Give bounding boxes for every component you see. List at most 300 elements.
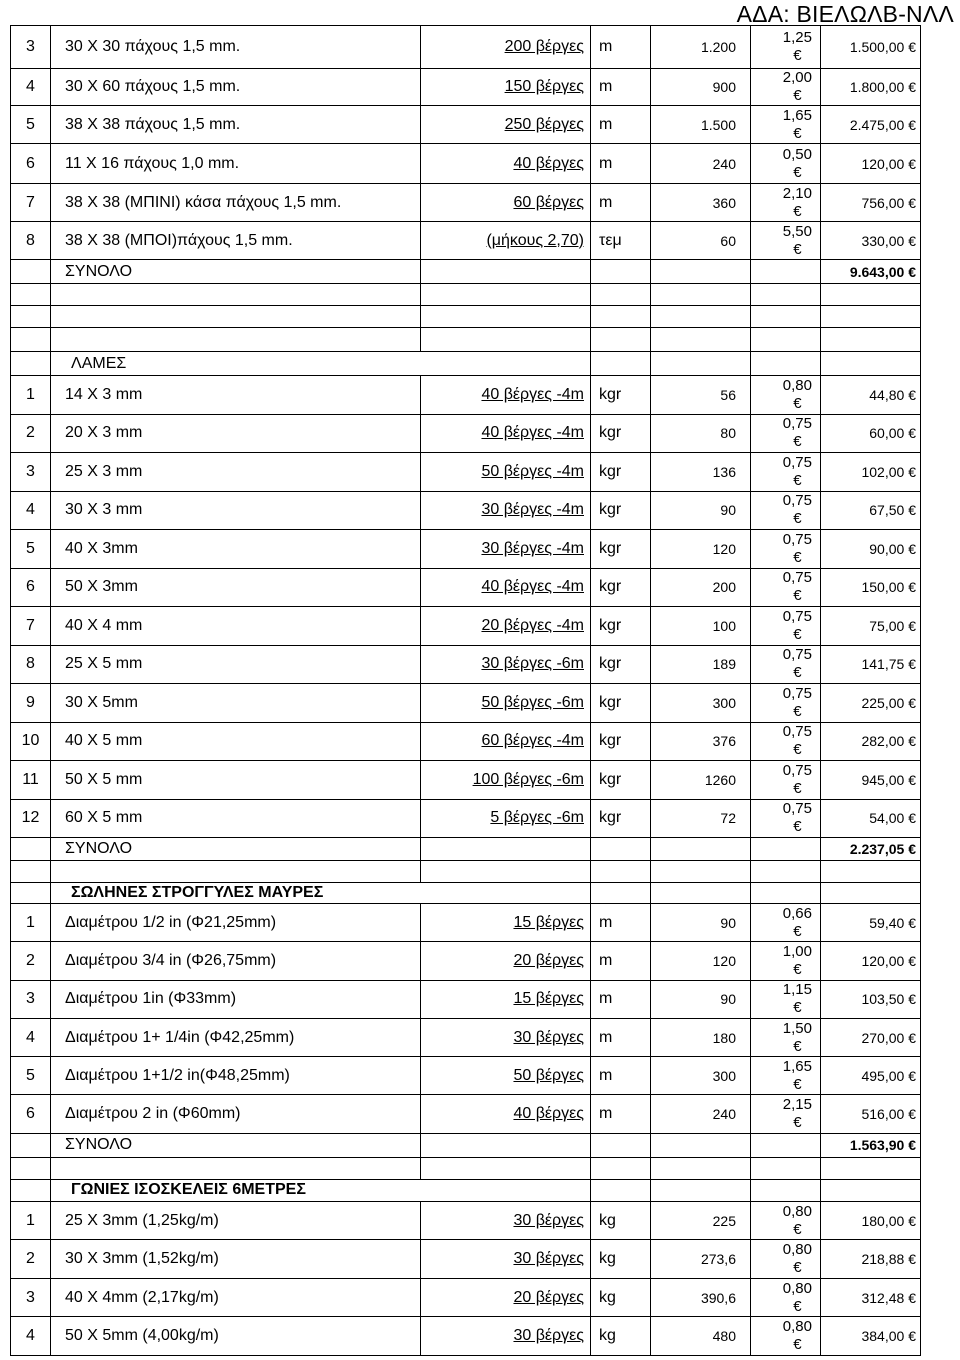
item-quantity: 30 βέργες -4m (421, 491, 591, 530)
item-description: 38 Χ 38 (ΜΠΟΙ)πάχους 1,5 mm. (51, 222, 421, 260)
item-unit: kgr (591, 568, 651, 607)
item-unit: m (591, 69, 651, 106)
euro-symbol: € (793, 87, 802, 104)
euro-symbol: € (793, 664, 802, 682)
item-total (821, 1240, 921, 1279)
blank-cell (591, 838, 651, 861)
item-description: 20 Χ 3 mm (51, 414, 421, 453)
item-amount: 90 (651, 904, 751, 942)
item-total (821, 980, 921, 1018)
item-total-value: 75,00 (869, 617, 905, 634)
euro-symbol: € (908, 810, 916, 827)
unit-price-value: 0,80 (782, 1279, 812, 1297)
euro-symbol: € (793, 124, 802, 142)
blank-cell (591, 1157, 651, 1179)
item-total-value: 141,75 (861, 656, 905, 673)
blank-row (11, 328, 921, 352)
item-description: 30 Χ 60 πάχους 1,5 mm. (51, 69, 421, 106)
item-quantity: 60 βέργες (421, 184, 591, 222)
item-amount: 56 (651, 376, 751, 415)
item-unit: kg (591, 1201, 651, 1240)
item-unit: m (591, 26, 651, 69)
item-row (11, 184, 921, 222)
item-unit-price (751, 1018, 821, 1056)
item-unit: kgr (591, 530, 651, 569)
item-row (11, 1240, 921, 1279)
item-unit: m (591, 184, 651, 222)
item-total-value: 330,00 (861, 232, 905, 249)
item-number: 3 (11, 453, 51, 492)
blank-cell (751, 352, 821, 376)
item-total-value: 120,00 (861, 952, 905, 969)
item-row (11, 722, 921, 761)
item-total-value: 495,00 (861, 1067, 905, 1084)
euro-symbol: € (793, 1075, 802, 1093)
item-total-value: 44,80 (869, 386, 905, 403)
item-unit-price (751, 414, 821, 453)
item-total-value: 516,00 (861, 1106, 905, 1123)
blank-cell (11, 328, 51, 352)
item-quantity: 40 βέργες -4m (421, 376, 591, 415)
euro-symbol: € (793, 1336, 802, 1354)
item-unit: kgr (591, 607, 651, 646)
euro-symbol: € (908, 155, 916, 172)
blank-cell (11, 861, 51, 883)
item-row (11, 980, 921, 1018)
euro-symbol: € (908, 1328, 916, 1345)
item-total (821, 69, 921, 106)
item-unit: kgr (591, 491, 651, 530)
item-total-value: 90,00 (869, 540, 905, 557)
blank-cell (751, 1133, 821, 1157)
item-unit: m (591, 106, 651, 144)
item-quantity: 60 βέργες -4m (421, 722, 591, 761)
blank-cell (651, 883, 751, 904)
item-amount: 240 (651, 1095, 751, 1133)
blank-cell (421, 861, 591, 883)
item-unit: m (591, 1095, 651, 1133)
item-row (11, 1201, 921, 1240)
item-total-value: 67,50 (869, 502, 905, 519)
item-amount: 1.200 (651, 26, 751, 69)
item-amount: 80 (651, 414, 751, 453)
euro-symbol: € (908, 1029, 916, 1046)
euro-symbol: € (793, 471, 802, 489)
item-total (821, 799, 921, 838)
unit-price-wrap (783, 107, 812, 143)
unit-price-wrap (783, 762, 812, 798)
item-row (11, 1057, 921, 1095)
item-amount: 136 (651, 453, 751, 492)
item-total (821, 1095, 921, 1133)
euro-symbol: € (908, 656, 916, 673)
item-unit: m (591, 980, 651, 1018)
item-unit-price (751, 1278, 821, 1317)
unit-price-value: 2,10 (782, 184, 812, 202)
item-description: 30 Χ 3 mm (51, 491, 421, 530)
blank-cell (651, 1133, 751, 1157)
item-number: 3 (11, 26, 51, 69)
item-total-value: 102,00 (861, 463, 905, 480)
item-quantity: 100 βέργες -6m (421, 761, 591, 800)
unit-price-wrap (783, 377, 812, 413)
blank-cell (421, 260, 591, 284)
item-description: 50 Χ 5mm (4,00kg/m) (51, 1317, 421, 1356)
unit-price-wrap (783, 608, 812, 644)
unit-price-wrap (783, 1241, 812, 1277)
blank-cell (11, 1157, 51, 1179)
item-row (11, 414, 921, 453)
blank-cell (591, 1133, 651, 1157)
euro-symbol: € (908, 1137, 916, 1154)
unit-price-wrap (783, 415, 812, 451)
euro-symbol: € (908, 540, 916, 557)
item-unit-price (751, 491, 821, 530)
item-quantity: 15 βέργες (421, 904, 591, 942)
item-total (821, 904, 921, 942)
unit-price-value: 0,75 (782, 761, 812, 779)
item-description: 60 Χ 5 mm (51, 799, 421, 838)
item-amount: 200 (651, 568, 751, 607)
item-description: 38 Χ 38 (ΜΠΙΝΙ) κάσα πάχους 1,5 mm. (51, 184, 421, 222)
item-total (821, 1317, 921, 1356)
unit-price-value: 0,66 (782, 904, 812, 922)
euro-symbol: € (793, 702, 802, 720)
item-row (11, 144, 921, 184)
item-row (11, 761, 921, 800)
unit-price-value: 0,75 (782, 607, 812, 625)
blank-cell (11, 352, 51, 376)
euro-symbol: € (908, 1289, 916, 1306)
item-number: 6 (11, 144, 51, 184)
sum-total-value: 1.563,90 (849, 1137, 905, 1154)
blank-cell (751, 260, 821, 284)
sum-total-value: 2.237,05 (849, 841, 905, 857)
sum-total-value: 9.643,00 (849, 263, 905, 280)
item-number: 1 (11, 904, 51, 942)
unit-price-wrap (783, 492, 812, 528)
blank-cell (421, 284, 591, 306)
sum-label: ΣΥΝΟΛΟ (51, 1133, 421, 1157)
blank-row (11, 284, 921, 306)
sum-row (11, 1133, 921, 1157)
euro-symbol: € (908, 1106, 916, 1123)
item-unit-price (751, 904, 821, 942)
euro-symbol: € (908, 39, 916, 55)
blank-cell (11, 1133, 51, 1157)
item-amount: 300 (651, 684, 751, 723)
item-quantity: 30 βέργες (421, 1240, 591, 1279)
blank-cell (751, 838, 821, 861)
item-unit: m (591, 942, 651, 980)
unit-price-wrap (783, 723, 812, 759)
blank-cell (821, 861, 921, 883)
blank-cell (751, 861, 821, 883)
euro-symbol: € (793, 510, 802, 528)
item-quantity: 30 βέργες (421, 1201, 591, 1240)
ada-header: ΑΔΑ: ΒΙΕΛΩΛΒ-ΝΛΛ (736, 1, 954, 27)
item-quantity: 15 βέργες (421, 980, 591, 1018)
item-description: 40 Χ 4mm (2,17kg/m) (51, 1278, 421, 1317)
item-total-value: 120,00 (861, 155, 905, 172)
item-quantity: 30 βέργες (421, 1317, 591, 1356)
item-total (821, 761, 921, 800)
euro-symbol: € (793, 1220, 802, 1238)
item-unit: τεμ (591, 222, 651, 260)
blank-cell (751, 1157, 821, 1179)
unit-price-value: 0,80 (782, 1241, 812, 1259)
sum-row (11, 838, 921, 861)
section-title-row (11, 352, 921, 376)
euro-symbol: € (908, 733, 916, 750)
euro-symbol: € (908, 463, 916, 480)
blank-cell (651, 284, 751, 306)
item-amount: 1.500 (651, 106, 751, 144)
unit-price-wrap (783, 69, 812, 105)
item-unit: kgr (591, 761, 651, 800)
item-row (11, 26, 921, 69)
item-unit-price (751, 69, 821, 106)
euro-symbol: € (793, 47, 802, 64)
blank-cell (11, 260, 51, 284)
item-unit: kgr (591, 453, 651, 492)
item-total-value: 59,40 (869, 914, 905, 931)
unit-price-wrap (783, 1058, 812, 1094)
item-quantity: 40 βέργες -4m (421, 414, 591, 453)
item-amount: 390,6 (651, 1278, 751, 1317)
item-unit-price (751, 684, 821, 723)
unit-price-wrap (783, 981, 812, 1017)
item-total (821, 1018, 921, 1056)
item-number: 10 (11, 722, 51, 761)
euro-symbol: € (793, 394, 802, 412)
blank-cell (591, 1179, 651, 1201)
item-row (11, 645, 921, 684)
blank-cell (421, 838, 591, 861)
item-description: 50 Χ 5 mm (51, 761, 421, 800)
euro-symbol: € (908, 116, 916, 133)
item-amount: 189 (651, 645, 751, 684)
euro-symbol: € (793, 741, 802, 759)
item-unit: kgr (591, 376, 651, 415)
euro-symbol: € (793, 818, 802, 836)
euro-symbol: € (793, 779, 802, 797)
item-description: Διαμέτρου 1+1/2 in(Φ48,25mm) (51, 1057, 421, 1095)
item-unit-price (751, 1240, 821, 1279)
item-total-value: 1.800,00 (849, 79, 905, 95)
unit-price-wrap (783, 1096, 812, 1132)
item-quantity: 20 βέργες (421, 942, 591, 980)
blank-cell (751, 328, 821, 352)
item-row (11, 106, 921, 144)
item-total (821, 722, 921, 761)
item-description: 25 Χ 5 mm (51, 645, 421, 684)
item-row (11, 568, 921, 607)
item-total-value: 384,00 (861, 1328, 905, 1345)
unit-price-value: 2,00 (782, 69, 812, 86)
item-total (821, 222, 921, 260)
item-row (11, 1018, 921, 1056)
item-total-value: 270,00 (861, 1029, 905, 1046)
blank-cell (651, 1179, 751, 1201)
unit-price-value: 0,80 (782, 1318, 812, 1336)
blank-cell (421, 1133, 591, 1157)
item-unit: kgr (591, 722, 651, 761)
euro-symbol: € (908, 841, 916, 857)
blank-cell (651, 260, 751, 284)
item-amount: 900 (651, 69, 751, 106)
item-total (821, 26, 921, 69)
item-quantity: 30 βέργες -6m (421, 645, 591, 684)
blank-cell (751, 306, 821, 328)
item-amount: 90 (651, 491, 751, 530)
unit-price-value: 0,75 (782, 723, 812, 741)
blank-cell (751, 1179, 821, 1201)
euro-symbol: € (908, 1251, 916, 1268)
unit-price-value: 1,65 (782, 1057, 812, 1075)
blank-cell (821, 1179, 921, 1201)
unit-price-wrap (783, 569, 812, 605)
item-total (821, 645, 921, 684)
euro-symbol: € (793, 587, 802, 605)
item-amount: 120 (651, 942, 751, 980)
euro-symbol: € (908, 952, 916, 969)
item-total (821, 607, 921, 646)
item-description: Διαμέτρου 1in (Φ33mm) (51, 980, 421, 1018)
euro-symbol: € (793, 1114, 802, 1132)
unit-price-value: 2,15 (782, 1096, 812, 1114)
euro-symbol: € (793, 1259, 802, 1277)
euro-symbol: € (908, 194, 916, 211)
item-quantity: 150 βέργες (421, 69, 591, 106)
item-unit-price (751, 1057, 821, 1095)
item-number: 5 (11, 1057, 51, 1095)
item-number: 7 (11, 607, 51, 646)
unit-price-wrap (783, 223, 812, 259)
blank-cell (821, 883, 921, 904)
item-total (821, 453, 921, 492)
item-unit-price (751, 530, 821, 569)
unit-price-value: 1,50 (782, 1019, 812, 1037)
section-title-row (11, 883, 921, 904)
unit-price-wrap (783, 185, 812, 221)
item-row (11, 1317, 921, 1356)
item-total (821, 106, 921, 144)
euro-symbol: € (793, 163, 802, 181)
sum-total (821, 260, 921, 284)
item-total (821, 491, 921, 530)
item-quantity: 200 βέργες (421, 26, 591, 69)
item-total-value: 312,48 (861, 1289, 905, 1306)
item-number: 1 (11, 1201, 51, 1240)
item-quantity: 5 βέργες -6m (421, 799, 591, 838)
item-description: 30 Χ 30 πάχους 1,5 mm. (51, 26, 421, 69)
euro-symbol: € (908, 502, 916, 519)
item-unit-price (751, 980, 821, 1018)
item-amount: 1260 (651, 761, 751, 800)
euro-symbol: € (793, 548, 802, 566)
item-unit: kgr (591, 414, 651, 453)
item-unit: kgr (591, 799, 651, 838)
item-total-value: 282,00 (861, 733, 905, 750)
item-total-value: 218,88 (861, 1251, 905, 1268)
blank-cell (11, 284, 51, 306)
unit-price-value: 1,65 (782, 106, 812, 124)
item-total (821, 1201, 921, 1240)
euro-symbol: € (793, 1037, 802, 1055)
unit-price-wrap (783, 1203, 812, 1239)
item-description: 40 Χ 5 mm (51, 722, 421, 761)
blank-cell (821, 328, 921, 352)
item-number: 6 (11, 568, 51, 607)
item-number: 1 (11, 376, 51, 415)
unit-price-wrap (783, 1318, 812, 1354)
item-row (11, 942, 921, 980)
euro-symbol: € (908, 425, 916, 442)
item-total-value: 756,00 (861, 194, 905, 211)
unit-price-value: 0,75 (782, 646, 812, 664)
item-number: 8 (11, 645, 51, 684)
unit-price-value: 1,00 (782, 942, 812, 960)
item-description: 25 Χ 3 mm (51, 453, 421, 492)
item-unit-price (751, 1317, 821, 1356)
item-total-value: 1.500,00 (849, 39, 905, 55)
blank-cell (591, 260, 651, 284)
item-number: 2 (11, 414, 51, 453)
item-description: 40 Χ 3mm (51, 530, 421, 569)
item-number: 2 (11, 1240, 51, 1279)
item-total (821, 144, 921, 184)
unit-price-value: 1,25 (782, 29, 812, 46)
item-row (11, 453, 921, 492)
item-row (11, 376, 921, 415)
item-unit: m (591, 144, 651, 184)
item-number: 7 (11, 184, 51, 222)
item-quantity: 30 βέργες (421, 1018, 591, 1056)
item-number: 4 (11, 491, 51, 530)
euro-symbol: € (908, 771, 916, 788)
item-amount: 360 (651, 184, 751, 222)
item-total (821, 684, 921, 723)
item-amount: 72 (651, 799, 751, 838)
unit-price-wrap (783, 800, 812, 836)
euro-symbol: € (908, 914, 916, 931)
section-title: ΣΩΛΗΝΕΣ ΣΤΡΟΓΓΥΛΕΣ ΜΑΥΡΕΣ (51, 883, 591, 904)
section-title: ΛΑΜΕΣ (51, 352, 591, 376)
item-total-value: 225,00 (861, 694, 905, 711)
unit-price-value: 0,75 (782, 800, 812, 818)
item-unit: m (591, 1057, 651, 1095)
blank-cell (591, 883, 651, 904)
item-unit-price (751, 722, 821, 761)
blank-cell (821, 306, 921, 328)
item-total-value: 150,00 (861, 579, 905, 596)
unit-price-value: 0,80 (782, 376, 812, 394)
item-total (821, 942, 921, 980)
item-quantity: 250 βέργες (421, 106, 591, 144)
blank-cell (51, 1157, 421, 1179)
unit-price-wrap (783, 454, 812, 490)
item-number: 2 (11, 942, 51, 980)
euro-symbol: € (908, 232, 916, 249)
euro-symbol: € (908, 79, 916, 95)
blank-cell (821, 352, 921, 376)
blank-row (11, 306, 921, 328)
item-total-value: 103,50 (861, 991, 905, 1008)
blank-cell (591, 306, 651, 328)
item-description: 40 Χ 4 mm (51, 607, 421, 646)
euro-symbol: € (908, 263, 916, 280)
